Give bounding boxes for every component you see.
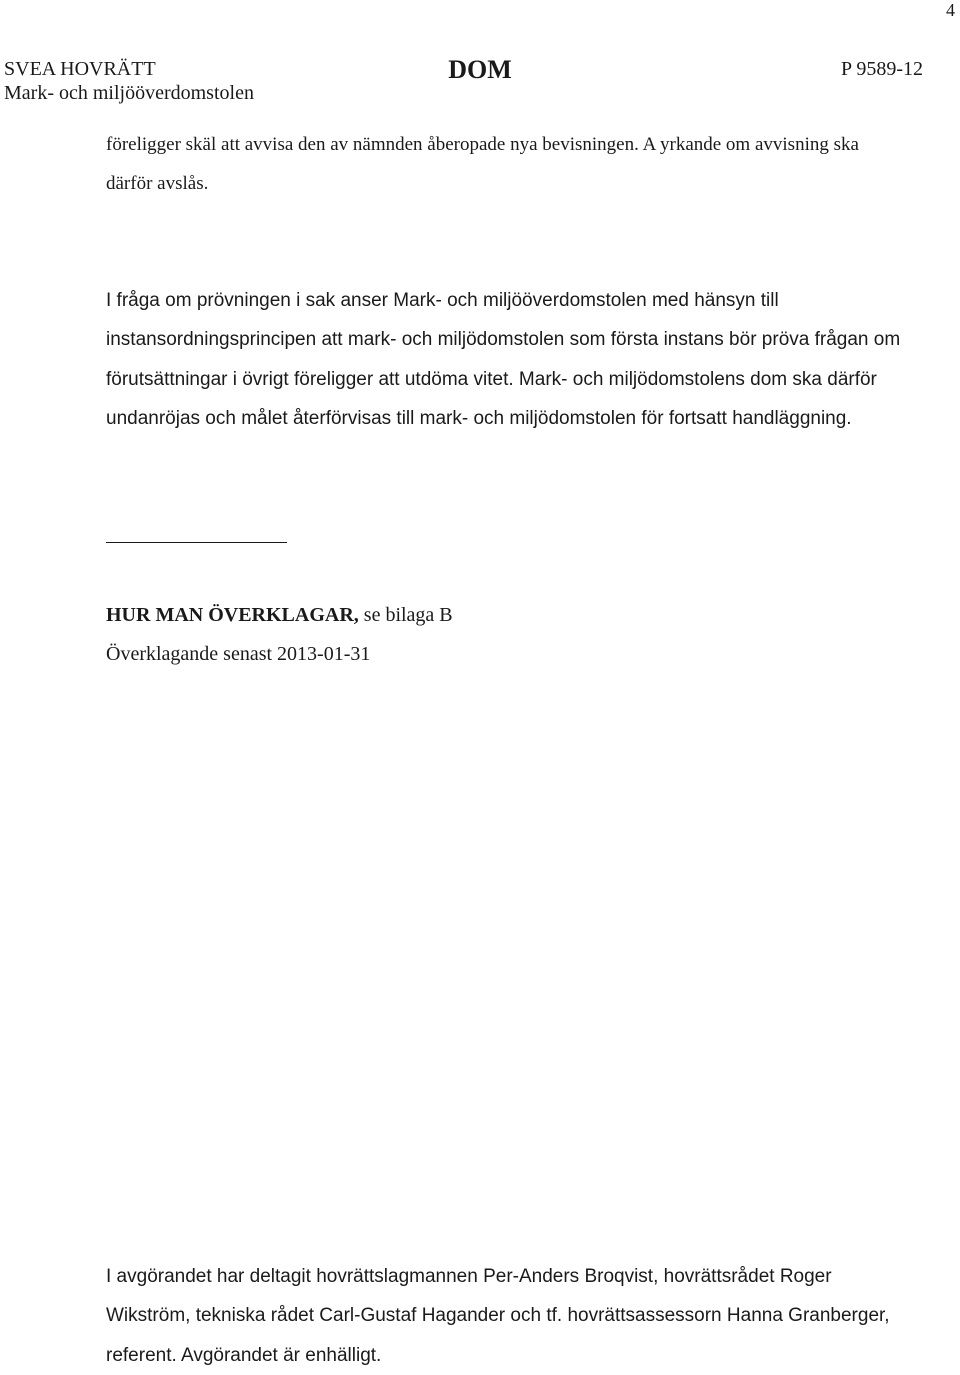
body-paragraph-avvisning: föreligger skäl att avvisa den av nämnden åberopade nya bevisningen. A yrkande om avvisning ska därför avslås.: [106, 134, 859, 195]
case-number: P 9589-12: [840, 58, 923, 80]
document-type: DOM: [448, 55, 512, 84]
appeal-heading-suffix: se bilaga B: [358, 604, 453, 626]
court-division: Mark- och miljööverdomstolen: [4, 82, 254, 104]
appeal-heading-line: [106, 596, 906, 635]
court-name: SVEA HOVRÄTT: [4, 58, 156, 80]
appeal-heading: HUR MAN ÖVERKLAGAR,: [106, 604, 359, 626]
page-number: 4: [946, 0, 955, 20]
body-paragraph-provning: I fråga om prövningen i sak anser Mark- och miljööverdomstolen med hänsyn till instansordningsprincipen att mark- och miljödomstolen som första instans bör pröva frågan om förutsättningar i övrigt föreligger att utdöma vitet. Mark- och miljödomstolens dom ska därför undanröjas och målet återförvisas till mark- och miljödomstolen för fortsatt handläggning.: [106, 290, 901, 429]
appeal-instructions: [106, 596, 906, 674]
appeal-deadline: Överklagande senast 2013-01-31: [106, 643, 371, 665]
section-divider: [106, 542, 287, 543]
closing-paragraph-participants: I avgörandet har deltagit hovrättslagmannen Per-Anders Broqvist, hovrättsrådet Roger Wikström, tekniska rådet Carl-Gustaf Hagander och tf. hovrättsassessorn Hanna Granberger, referent. Avgörandet är enhälligt.: [106, 1266, 890, 1366]
